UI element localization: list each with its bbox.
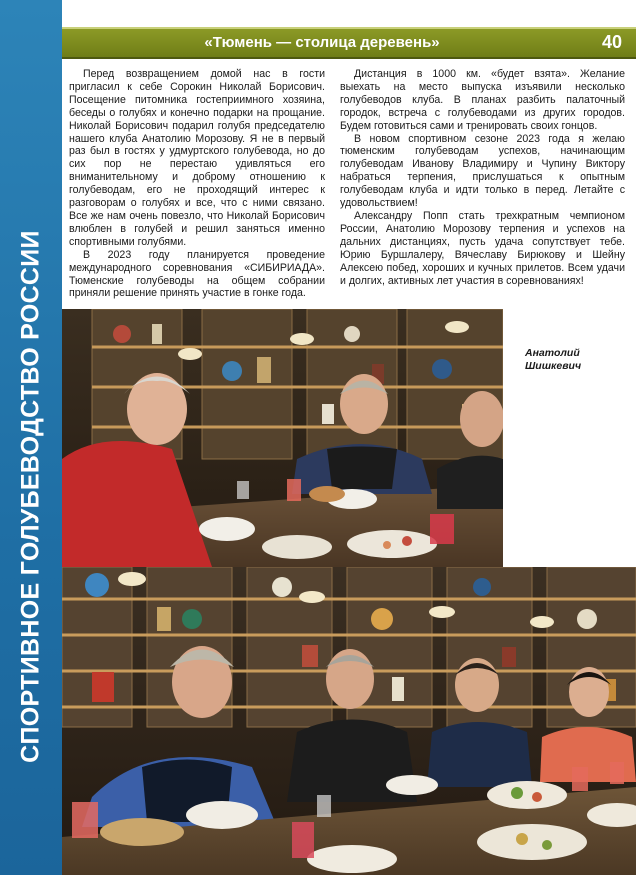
article-title: «Тюмень — столица деревень» bbox=[204, 34, 440, 51]
paragraph: Перед возвращением домой нас в гости пригласил к себе Сорокин Николай Борисович. Посещение питомника гостеприимного хозяина, беседы о голубях и конечно подарки на прощание. Николай Борисович подарил голубя председателю нашего клуба Анатолию Морозову. Я не в первый раз был в гостях у удмуртского голубевода, но до сих пор не перестаю удивляться его вниманительному и доброму отношению к голубеводам, его не проходящий интерес к разговорам о голубях и все, что с ними связано. Все же нам очень повезло, что Николай Борисович влюблен в голубей и решил заняться именно спортивными голубями. bbox=[69, 68, 325, 248]
side-band bbox=[0, 0, 62, 875]
author-signature bbox=[525, 347, 581, 372]
page-number: 40 bbox=[601, 32, 622, 52]
photo-dinner-1 bbox=[62, 309, 503, 567]
author-first-name: Анатолий bbox=[525, 347, 580, 359]
text-column-right bbox=[340, 68, 625, 287]
section-title-vertical: СПОРТИВНОЕ ГОЛУБЕВОДСТВО РОССИИ bbox=[16, 230, 45, 763]
paragraph: В 2023 году планируется проведение международного соревнования «СИБИРИАДА». Тюменские голубеводы на общем собрании приняли решение принять участие в гонке года. bbox=[69, 248, 325, 300]
author-last-name: Шишкевич bbox=[525, 359, 582, 372]
paragraph: Дистанция в 1000 км. «будет взята». Желание выехать на место выпуска изъявили несколько голубеводов клуба. В планах разбить палаточный городок, встреча с голубеводами из других городов. Будем готовиться сами и тренировать своих гонцов. bbox=[340, 68, 625, 132]
paragraph: Александру Попп стать трехкратным чемпионом России, Анатолию Морозову терпения и успехов на дальних дистанциях, пусть удача сопутствует тебе. Юрию Буршлалеру, Вячеславу Бирюкову и Шейну Алексею побед, хороших и кучных прилетов. Всем удачи и долгих, активных лет участия в соревнованиях! bbox=[340, 209, 625, 287]
paragraph: В новом спортивном сезоне 2023 года я желаю тюменским голубеводам успехов, начинающим голубеводам Иванову Владимиру и Чупину Виктору набраться терпения, прислушаться к опытным голубеводам клуба и идти только в перед. Летайте с удовольствием! bbox=[340, 132, 625, 210]
header-bar bbox=[62, 27, 636, 59]
text-column-left bbox=[69, 68, 325, 300]
photo-dinner-2 bbox=[62, 567, 636, 875]
